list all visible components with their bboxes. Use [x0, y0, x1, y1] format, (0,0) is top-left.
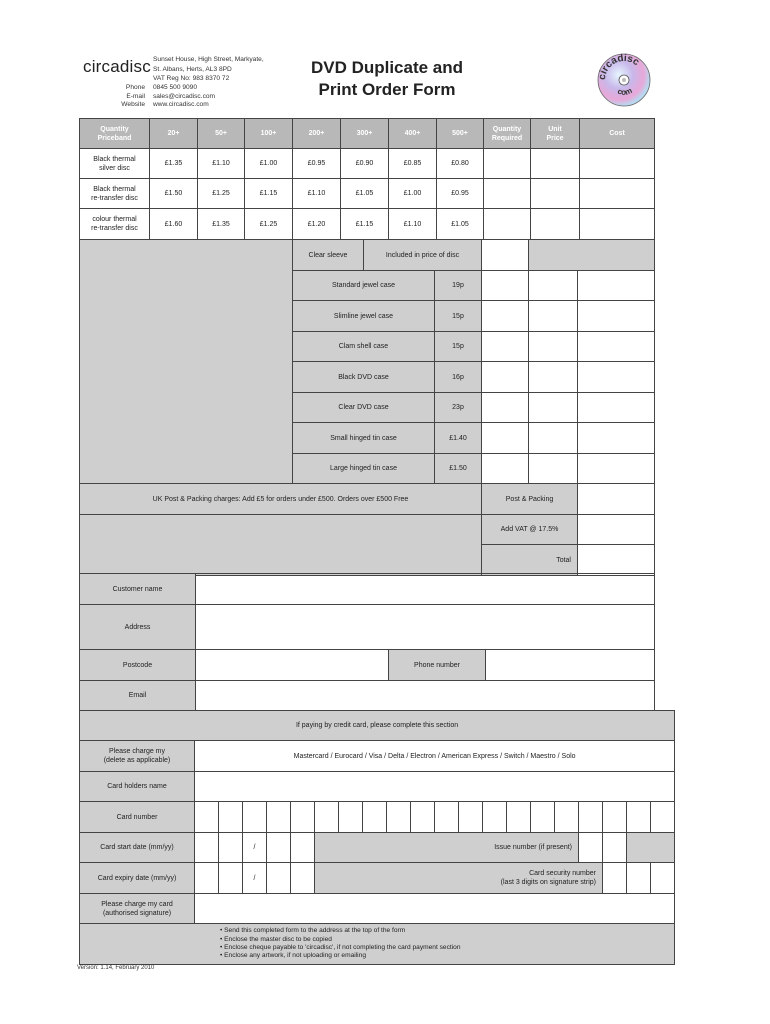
- cost-field[interactable]: [580, 179, 655, 209]
- clear-sleeve-price: Included in price of disc: [364, 240, 482, 271]
- form-title: [282, 57, 492, 101]
- instruction-item: • Enclose cheque payable to 'circadisc', if not completing the card payment section: [220, 944, 461, 951]
- card-holder-field[interactable]: [195, 772, 675, 802]
- date-slash: /: [243, 863, 267, 894]
- packaging-price: 23p: [435, 393, 482, 423]
- table-row: [80, 650, 655, 681]
- start-date-digit[interactable]: [291, 833, 315, 863]
- price-cell: £1.10: [293, 179, 341, 209]
- table-row: [80, 894, 679, 924]
- price-cell: £1.15: [341, 209, 389, 240]
- table-row: [80, 924, 679, 965]
- quantity-field[interactable]: [482, 301, 529, 332]
- table-row: [80, 515, 655, 545]
- instructions: [80, 924, 675, 965]
- price-cell: £1.50: [150, 179, 198, 209]
- start-date-label: Card start date (mm/yy): [80, 833, 195, 863]
- card-types-selector[interactable]: Mastercard / Eurocard / Visa / Delta / Electron / American Express / Switch / Maestro / Solo: [195, 741, 675, 772]
- quantity-field[interactable]: [484, 179, 531, 209]
- unit-price-header: Unit Price: [531, 119, 580, 149]
- price-cell: £1.10: [389, 209, 437, 240]
- quantity-field[interactable]: [482, 393, 529, 423]
- expiry-date-digit[interactable]: [219, 863, 243, 894]
- band-header: 100+: [245, 119, 293, 149]
- price-cell: £0.85: [389, 149, 437, 179]
- address-line: VAT Reg No: 983 8370 72: [153, 75, 230, 83]
- card-number-digit[interactable]: [387, 802, 411, 833]
- band-header: 200+: [293, 119, 341, 149]
- cost-field[interactable]: [578, 423, 655, 454]
- start-date-digit[interactable]: [195, 833, 219, 863]
- card-number-digit[interactable]: [555, 802, 579, 833]
- unit-price-field[interactable]: [529, 301, 578, 332]
- unit-price-field[interactable]: [529, 332, 578, 362]
- address-field[interactable]: [196, 605, 655, 650]
- table-row: [80, 574, 655, 605]
- packaging-price: 16p: [435, 362, 482, 393]
- cost-field[interactable]: [580, 209, 655, 240]
- cost-field[interactable]: [578, 332, 655, 362]
- vat-label: Add VAT @ 17.5%: [482, 515, 578, 545]
- card-number-digit[interactable]: [267, 802, 291, 833]
- address-line: St. Albans, Herts, AL3 8PD: [153, 65, 232, 73]
- expiry-date-label: Card expiry date (mm/yy): [80, 863, 195, 894]
- title-line: Print Order Form: [318, 80, 456, 99]
- band-header: 300+: [341, 119, 389, 149]
- security-digit[interactable]: [651, 863, 675, 894]
- expiry-date-digit[interactable]: [267, 863, 291, 894]
- card-number-digit[interactable]: [291, 802, 315, 833]
- quantity-field[interactable]: [482, 240, 529, 271]
- card-number-digit[interactable]: [531, 802, 555, 833]
- card-number-digit[interactable]: [627, 802, 651, 833]
- customer-table: [79, 573, 655, 711]
- card-number-digit[interactable]: [315, 802, 339, 833]
- phone-number-label: Phone number: [389, 650, 486, 681]
- phone-value: 0845 500 9090: [153, 84, 198, 91]
- cost-field[interactable]: [580, 149, 655, 179]
- start-date-digit[interactable]: [219, 833, 243, 863]
- unit-price-field[interactable]: [531, 209, 580, 240]
- quantity-field[interactable]: [482, 271, 529, 301]
- email-label: E-mail: [126, 92, 145, 100]
- customer-name-field[interactable]: [196, 574, 655, 605]
- logo-text: com: [616, 85, 634, 97]
- packaging-price: £1.40: [435, 423, 482, 454]
- card-number-digit[interactable]: [411, 802, 435, 833]
- price-cell: £0.80: [437, 149, 484, 179]
- card-number-digit[interactable]: [339, 802, 363, 833]
- totals-spacer: [80, 515, 482, 576]
- card-intro: If paying by credit card, please complete this section: [80, 711, 675, 741]
- card-number-digit[interactable]: [483, 802, 507, 833]
- packaging-name: Large hinged tin case: [293, 454, 435, 484]
- card-number-digit[interactable]: [363, 802, 387, 833]
- table-row: [80, 772, 679, 802]
- quantity-field[interactable]: [484, 149, 531, 179]
- postcode-label: Postcode: [80, 650, 196, 681]
- card-number-digit[interactable]: [219, 802, 243, 833]
- quantity-field[interactable]: [482, 454, 529, 484]
- band-header: 500+: [437, 119, 484, 149]
- card-number-label: Card number: [80, 802, 195, 833]
- unit-price-field[interactable]: [529, 271, 578, 301]
- price-cell: £1.60: [150, 209, 198, 240]
- disc-type: Black thermal silver disc: [80, 149, 150, 179]
- table-row: [80, 833, 679, 863]
- card-number-digit[interactable]: [459, 802, 483, 833]
- clear-sleeve-spacer: [529, 240, 655, 271]
- issue-number-digit[interactable]: [579, 833, 603, 863]
- card-number-digit[interactable]: [507, 802, 531, 833]
- price-cell: £1.35: [150, 149, 198, 179]
- packaging-spacer: [80, 240, 293, 484]
- price-cell: £1.00: [245, 149, 293, 179]
- price-cell: £1.35: [198, 209, 245, 240]
- price-cell: £0.95: [293, 149, 341, 179]
- instruction-item: • Enclose any artwork, if not uploading or emailing: [220, 952, 366, 960]
- unit-price-field[interactable]: [529, 423, 578, 454]
- unit-price-field[interactable]: [529, 454, 578, 484]
- price-cell: £1.25: [245, 209, 293, 240]
- card-number-digit[interactable]: [651, 802, 675, 833]
- issue-number-digit[interactable]: [603, 833, 627, 863]
- table-row: [80, 863, 679, 894]
- instruction-item: • Enclose the master disc to be copied: [220, 935, 332, 943]
- table-row: [80, 711, 679, 741]
- brand-name: circadisc: [83, 57, 151, 76]
- email-value: sales@circadisc.com: [153, 92, 216, 100]
- post-packing-cost-field[interactable]: [578, 484, 655, 515]
- packaging-name: Black DVD case: [293, 362, 435, 393]
- contact-values: [153, 84, 215, 110]
- quantity-field[interactable]: [484, 209, 531, 240]
- packaging-price: 15p: [435, 301, 482, 332]
- table-row: [80, 741, 679, 772]
- logo-text: circadisc: [596, 52, 642, 81]
- phone-number-field[interactable]: [486, 650, 655, 681]
- pricing-table: [79, 118, 655, 240]
- table-row: [80, 179, 655, 209]
- packaging-name: Clear DVD case: [293, 393, 435, 423]
- price-cell: £0.95: [437, 179, 484, 209]
- clear-sleeve-label: Clear sleeve: [293, 240, 364, 271]
- postage-note: UK Post & Packing charges: Add £5 for orders under £500. Orders over £500 Free: [80, 484, 482, 515]
- price-cell: £1.05: [437, 209, 484, 240]
- card-number-digit[interactable]: [579, 802, 603, 833]
- website-value: www.circadisc.com: [153, 101, 209, 109]
- price-cell: £0.90: [341, 149, 389, 179]
- cost-header: Cost: [580, 119, 655, 149]
- email-field[interactable]: [196, 681, 655, 711]
- band-header: 400+: [389, 119, 437, 149]
- cost-field[interactable]: [578, 301, 655, 332]
- signature-field[interactable]: [195, 894, 675, 924]
- security-digit[interactable]: [603, 863, 627, 894]
- instruction-item: • Send this completed form to the address at the top of the form: [220, 927, 406, 935]
- contact-labels: [92, 84, 145, 110]
- packaging-name: Slimline jewel case: [293, 301, 435, 332]
- start-date-digit[interactable]: [267, 833, 291, 863]
- packaging-name: Small hinged tin case: [293, 423, 435, 454]
- price-cell: £1.10: [198, 149, 245, 179]
- quantity-field[interactable]: [482, 362, 529, 393]
- card-number-digit[interactable]: [243, 802, 267, 833]
- quantity-required-header: Quantity Required: [484, 119, 531, 149]
- cost-field[interactable]: [578, 362, 655, 393]
- security-digit[interactable]: [627, 863, 651, 894]
- unit-price-field[interactable]: [529, 393, 578, 423]
- card-number-row: [80, 802, 679, 833]
- total-cost-field[interactable]: [578, 545, 655, 576]
- table-row: [80, 149, 655, 179]
- card-holder-label: Card holders name: [80, 772, 195, 802]
- band-header: 50+: [198, 119, 245, 149]
- unit-price-field[interactable]: [529, 362, 578, 393]
- table-row: [80, 240, 655, 271]
- address-label: Address: [80, 605, 196, 650]
- customer-name-label: Customer name: [80, 574, 196, 605]
- price-cell: £1.15: [245, 179, 293, 209]
- price-cell: £1.25: [198, 179, 245, 209]
- company-address: [153, 55, 264, 84]
- cost-field[interactable]: [578, 271, 655, 301]
- packaging-name: Standard jewel case: [293, 271, 435, 301]
- quantity-field[interactable]: [482, 332, 529, 362]
- signature-label: Please charge my card (authorised signature): [80, 894, 195, 924]
- total-label: Total: [482, 545, 578, 576]
- packaging-name: Clam shell case: [293, 332, 435, 362]
- pricing-header-row: [80, 119, 655, 149]
- packaging-price: 19p: [435, 271, 482, 301]
- vat-cost-field[interactable]: [578, 515, 655, 545]
- website-label: Website: [121, 101, 145, 109]
- version-label: Version: 1.14, February 2010: [77, 965, 155, 971]
- cost-field[interactable]: [578, 393, 655, 423]
- post-packing-label: Post & Packing: [482, 484, 578, 515]
- issue-number-label: Issue number (if present): [315, 833, 579, 863]
- address-line: Sunset House, High Street, Markyate,: [153, 56, 264, 63]
- table-row: [80, 681, 655, 711]
- postcode-field[interactable]: [196, 650, 389, 681]
- phone-label: Phone: [125, 84, 145, 91]
- issue-spacer: [627, 833, 675, 863]
- expiry-date-digit[interactable]: [291, 863, 315, 894]
- table-row: [80, 605, 655, 650]
- packaging-price: £1.50: [435, 454, 482, 484]
- card-number-digit[interactable]: [603, 802, 627, 833]
- email-label: Email: [80, 681, 196, 711]
- band-header: 20+: [150, 119, 198, 149]
- priceband-header: Quantity Priceband: [80, 119, 150, 149]
- packaging-price: 15p: [435, 332, 482, 362]
- quantity-field[interactable]: [482, 423, 529, 454]
- disc-type: Black thermal re-transfer disc: [80, 179, 150, 209]
- card-table: [79, 710, 679, 965]
- security-number-label: Card security number (last 3 digits on signature strip): [315, 863, 603, 894]
- unit-price-field[interactable]: [531, 149, 580, 179]
- packaging-table: [79, 239, 655, 576]
- price-cell: £1.20: [293, 209, 341, 240]
- title-line: DVD Duplicate and: [310, 58, 464, 77]
- circadisc-logo-icon: [595, 52, 653, 108]
- card-number-digit[interactable]: [195, 802, 219, 833]
- price-cell: £1.05: [341, 179, 389, 209]
- table-row: [80, 209, 655, 240]
- disc-type: colour thermal re-transfer disc: [80, 209, 150, 240]
- expiry-date-digit[interactable]: [195, 863, 219, 894]
- price-cell: £1.00: [389, 179, 437, 209]
- unit-price-field[interactable]: [531, 179, 580, 209]
- charge-label: Please charge my (delete as applicable): [80, 741, 195, 772]
- card-number-digit[interactable]: [435, 802, 459, 833]
- cost-field[interactable]: [578, 454, 655, 484]
- table-row: [80, 484, 655, 515]
- date-slash: /: [243, 833, 267, 863]
